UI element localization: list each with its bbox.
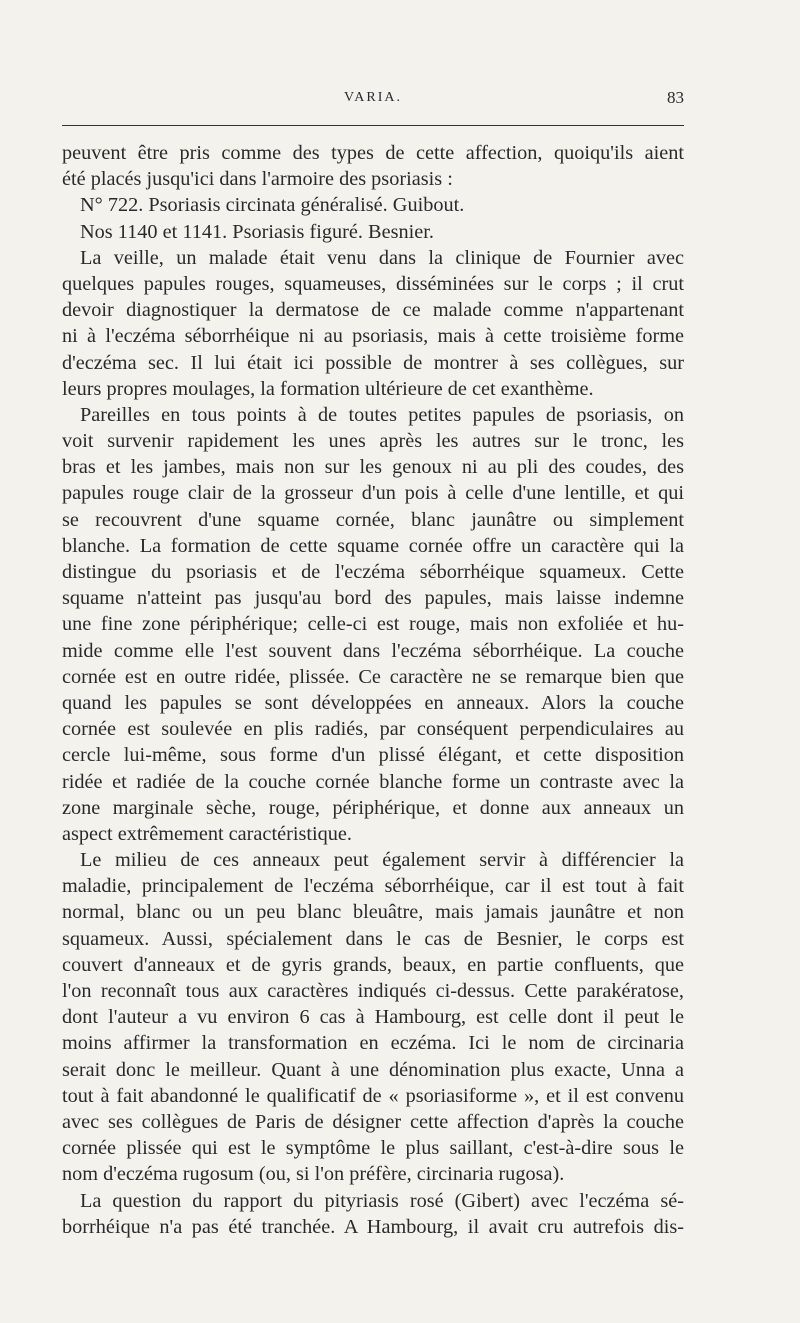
text-line: cornée est en outre ridée, plissée. Ce caractère ne se remarque bien que xyxy=(62,665,684,688)
running-title: VARIA. xyxy=(343,90,403,105)
text-line: serait donc le meilleur. Quant à une dénomination plus exacte, Unna a xyxy=(62,1058,684,1081)
text-line: moins affirmer la transformation en eczéma. Ici le nom de circinaria xyxy=(62,1032,684,1055)
text-line: voit survenir rapidement les unes après les autres sur le tronc, les xyxy=(62,430,684,453)
text-line: N° 722. Psoriasis circinata généralisé. Guibout. xyxy=(80,194,465,217)
text-line: maladie, principalement de l'eczéma séborrhéique, car il est tout à fait xyxy=(62,875,684,898)
text-line: tout à fait abandonné le qualificatif de « psoriasiforme », et il est convenu xyxy=(62,1084,684,1107)
text-line: borrhéique n'a pas été tranchée. A Hambourg, il avait cru autrefois dis- xyxy=(62,1215,684,1238)
text-line: distingue du psoriasis et de l'eczéma séborrhéique squameux. Cette xyxy=(62,561,684,583)
body-text xyxy=(62,140,684,1240)
text-line: squameux. Aussi, spécialement dans le cas de Besnier, le corps est xyxy=(62,927,684,950)
text-line: Le milieu de ces anneaux peut également servir à différencier la xyxy=(80,849,684,872)
text-line: La question du rapport du pityriasis rosé (Gibert) avec l'eczéma sé- xyxy=(80,1189,684,1212)
text-line: ridée et radiée de la couche cornée blanche forme un contraste avec la xyxy=(62,770,684,793)
text-line: avec ses collègues de Paris de désigner cette affection d'après la couche xyxy=(62,1110,684,1133)
text-line: ni à l'eczéma séborrhéique ni au psoriasis, mais à cette troisième forme xyxy=(62,325,684,348)
page-header xyxy=(62,88,684,112)
text-line: aspect extrêmement caractéristique. xyxy=(62,822,352,845)
header-rule xyxy=(62,125,684,126)
text-line: été placés jusqu'ici dans l'armoire des psoriasis : xyxy=(62,168,453,191)
text-line: Pareilles en tous points à de toutes petites papules de psoriasis, on xyxy=(80,403,684,426)
text-line: La veille, un malade était venu dans la clinique de Fournier avec xyxy=(80,246,684,269)
text-line: quelques papules rouges, squameuses, disséminées sur le corps ; il crut xyxy=(62,272,684,295)
page-number: 83 xyxy=(667,88,684,107)
text-line: se recouvrent d'une squame cornée, blanc jaunâtre ou simplement xyxy=(62,508,684,531)
text-line: une fine zone périphérique; celle-ci est rouge, mais non exfoliée et hu- xyxy=(62,613,684,636)
text-line: quand les papules se sont développées en anneaux. Alors la couche xyxy=(62,691,684,714)
text-line: zone marginale sèche, rouge, périphérique, et donne aux anneaux un xyxy=(62,796,684,819)
text-line: papules rouge clair de la grosseur d'un pois à celle d'une lentille, et qui xyxy=(62,482,684,505)
text-line: devoir diagnostiquer la dermatose de ce malade comme n'appartenant xyxy=(62,299,684,322)
text-line: leurs propres moulages, la formation ultérieure de cet exanthème. xyxy=(62,377,594,400)
text-line: nom d'eczéma rugosum (ou, si l'on préfère, circinaria rugosa). xyxy=(62,1163,565,1186)
text-line: peuvent être pris comme des types de cette affection, quoiqu'ils aient xyxy=(62,142,684,164)
text-line: cornée plissée qui est le symptôme le plus saillant, c'est-à-dire sous le xyxy=(62,1137,684,1160)
text-line: normal, blanc ou un peu blanc bleuâtre, mais jamais jaunâtre et non xyxy=(62,901,684,924)
text-line: d'eczéma sec. Il lui était ici possible de montrer à ses collègues, sur xyxy=(62,351,684,374)
text-line: Nos 1140 et 1141. Psoriasis figuré. Besnier. xyxy=(80,220,434,243)
text-line: couvert d'anneaux et de gyris grands, beaux, en partie confluents, que xyxy=(62,953,684,976)
text-line: squame n'atteint pas jusqu'au bord des papules, mais laisse indemne xyxy=(62,587,684,610)
text-line: l'on reconnaît tous aux caractères indiqués ci-dessus. Cette parakératose, xyxy=(62,980,684,1002)
text-line: dont l'auteur a vu environ 6 cas à Hambourg, est celle dont il peut le xyxy=(62,1006,684,1029)
text-line: bras et les jambes, mais non sur les genoux ni au pli des coudes, des xyxy=(62,456,684,479)
text-line: cornée est soulevée en plis radiés, par conséquent perpendiculaires au xyxy=(62,718,684,741)
text-line: mide comme elle l'est souvent dans l'eczéma séborrhéique. La couche xyxy=(62,639,684,662)
text-line: blanche. La formation de cette squame cornée offre un caractère qui la xyxy=(62,534,684,557)
text-line: cercle lui-même, sous forme d'un plissé élégant, et cette disposition xyxy=(62,744,684,767)
